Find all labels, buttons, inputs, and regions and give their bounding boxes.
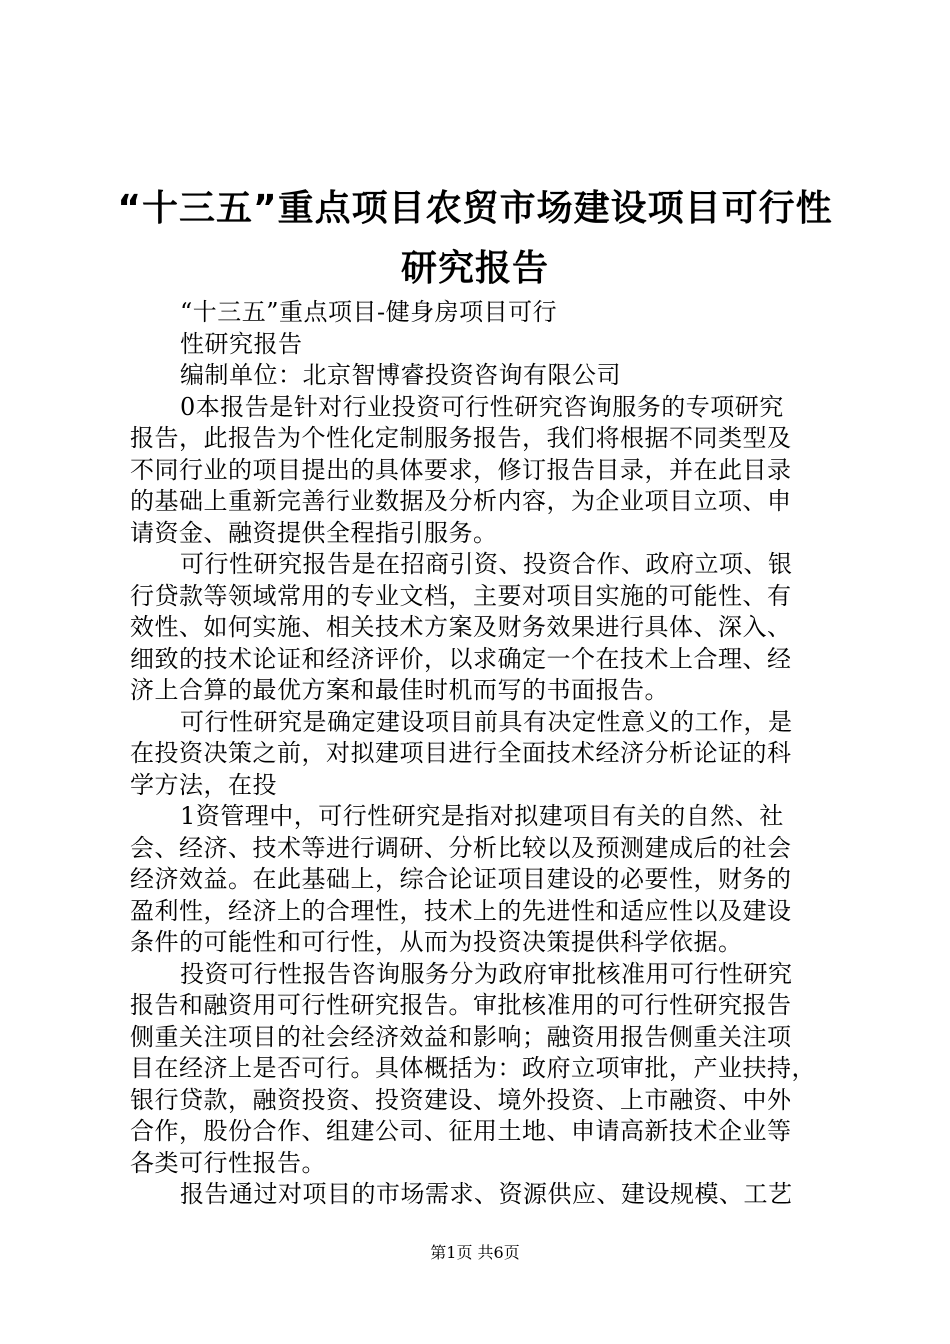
document-body — [130, 297, 835, 1211]
body-line: 报告和融资用可行性研究报告。审批核准用的可行性研究报告 — [130, 991, 792, 1019]
body-line: 的基础上重新完善行业数据及分析内容，为企业项目立项、申 — [130, 487, 792, 515]
body-line: 条件的可能性和可行性，从而为投资决策提供科学依据。 — [130, 928, 743, 956]
body-line: 盈利性，经济上的合理性，技术上的先进性和适应性以及建设 — [130, 896, 792, 925]
body-line: 请资金、融资提供全程指引服务。 — [130, 518, 498, 547]
body-line: 学方法，在投 — [130, 770, 277, 799]
body-line: 目在经济上是否可行。具体概括为：政府立项审批，产业扶持， — [130, 1054, 816, 1082]
body-line: 性研究报告 — [180, 329, 303, 358]
body-line: 济上合算的最优方案和最佳时机而写的书面报告。 — [130, 676, 669, 704]
body-line: 报告，此报告为个性化定制服务报告，我们将根据不同类型及 — [130, 424, 792, 452]
body-line: 可行性研究是确定建设项目前具有决定性意义的工作，是 — [180, 707, 793, 736]
body-line: 可行性研究报告是在招商引资、投资合作、政府立项、银 — [180, 550, 793, 578]
body-line: 各类可行性报告。 — [130, 1148, 326, 1177]
document-title-line-1: “十三五”重点项目农贸市场建设项目可行性 — [117, 188, 833, 229]
body-line: 侧重关注项目的社会经济效益和影响；融资用报告侧重关注项 — [130, 1022, 792, 1051]
body-line: 经济效益。在此基础上，综合论证项目建设的必要性，财务的 — [130, 865, 792, 893]
body-line: 效性、如何实施、相关技术方案及财务效果进行具体、深入、 — [130, 613, 792, 641]
body-line: 行贷款等领域常用的专业文档，主要对项目实施的可能性、有 — [130, 581, 792, 610]
body-line: 会、经济、技术等进行调研、分析比较以及预测建成后的社会 — [130, 833, 792, 862]
page-footer: 第1页 共6页 — [430, 1243, 520, 1262]
document-title-line-2: 研究报告 — [400, 248, 549, 289]
body-line: 合作，股份合作、组建公司、征用土地、申请高新技术企业等 — [130, 1117, 792, 1145]
body-line: “十三五”重点项目-健身房项目可行 — [180, 298, 558, 326]
body-line: 不同行业的项目提出的具体要求，修订报告目录，并在此目录 — [130, 455, 792, 484]
body-line: 细致的技术论证和经济评价，以求确定一个在技术上合理、经 — [130, 644, 792, 673]
body-line: 报告通过对项目的市场需求、资源供应、建设规模、工艺 — [180, 1180, 793, 1208]
body-line: 银行贷款，融资投资、投资建设、境外投资、上市融资、中外 — [130, 1085, 792, 1114]
body-line: 0本报告是针对行业投资可行性研究咨询服务的专项研究 — [180, 392, 784, 421]
body-line: 在投资决策之前，对拟建项目进行全面技术经济分析论证的科 — [130, 739, 792, 767]
body-line: 投资可行性报告咨询服务分为政府审批核准用可行性研究 — [180, 959, 793, 988]
body-line: 1资管理中，可行性研究是指对拟建项目有关的自然、社 — [180, 802, 784, 830]
body-line: 编制单位：北京智博睿投资咨询有限公司 — [180, 361, 621, 389]
